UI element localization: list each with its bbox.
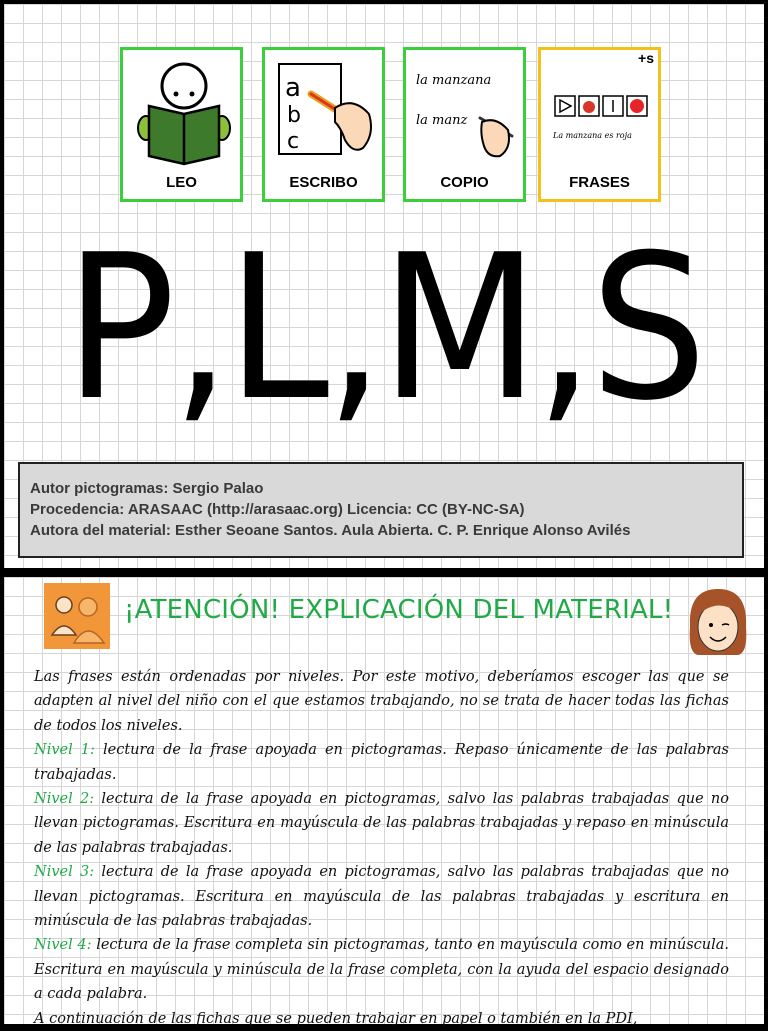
svg-text:a: a xyxy=(285,73,301,103)
level-text: lectura de la frase apoyada en pictogramas, salvo las palabras trabajadas que no llevan pictogramas. Escritura en mayúscula de las palabras trabajadas y escritura en minúscula de las palabras trabajadas. xyxy=(34,864,729,930)
explanation-title: ¡ATENCIÓN! EXPLICACIÓN DEL MATERIAL! xyxy=(124,595,674,625)
card-label: ESCRIBO xyxy=(289,174,358,191)
explanation-body xyxy=(34,665,729,1031)
level-1 xyxy=(34,738,729,787)
level-label: Nivel 1: xyxy=(34,742,95,759)
writing-hand-icon xyxy=(271,56,381,166)
card-copio[interactable] xyxy=(403,47,526,202)
level-text: lectura de la frase apoyada en pictogramas, salvo las palabras trabajadas que no llevan pictogramas. Escritura en mayúscula de las palabras trabajadas y repaso en minúscula de las palabras trabajadas. xyxy=(34,791,729,856)
level-text: lectura de la frase apoyada en pictogramas. Repaso únicamente de las palabras trabajadas. xyxy=(34,742,730,783)
outro-paragraph: A continuación de las fichas que se pueden trabajar en papel o también en la PDI, xyxy=(34,1010,638,1027)
copy-line-2: la manz xyxy=(416,113,468,128)
sentence-text: La manzana es roja xyxy=(553,131,632,140)
credits-box xyxy=(18,462,744,558)
copying-hand-icon xyxy=(412,56,522,166)
level-label: Nivel 4: xyxy=(34,937,92,954)
reading-person-icon xyxy=(129,56,239,166)
credit-material-author: Autora del material: Esther Seoane Santos. Aula Abierta. C. P. Enrique Alonso Avilés xyxy=(30,522,631,539)
level-label: Nivel 3: xyxy=(34,864,95,881)
level-3 xyxy=(34,860,729,933)
intro-paragraph: Las frases están ordenadas por niveles. Por este motivo, deberíamos escoger las que se adapten al nivel del niño con el que estamos trabajando, no se trata de hacer todas las fichas de todos los niveles. xyxy=(34,669,729,734)
svg-text:b: b xyxy=(287,103,301,128)
card-frases[interactable] xyxy=(538,47,661,202)
smiling-girl-icon xyxy=(684,583,752,659)
card-leo[interactable] xyxy=(120,47,243,202)
card-label: COPIO xyxy=(440,174,489,191)
teacher-child-icon xyxy=(44,583,110,649)
plural-badge: +s xyxy=(638,50,654,66)
copy-line-1: la manzana xyxy=(416,73,492,88)
sentence-pictograms-icon xyxy=(547,56,657,166)
explanation-page xyxy=(4,577,764,1027)
card-escribo[interactable] xyxy=(262,47,385,202)
level-text: lectura de la frase completa sin pictogramas, tanto en mayúscula como en minúscula. Escritura en mayúscula y minúscula de la frase completa, con la ayuda del espacio designado a cada palabra. xyxy=(34,937,729,1003)
letters-title: P,L,M,S xyxy=(64,212,704,445)
level-4 xyxy=(34,933,729,1006)
svg-text:c: c xyxy=(287,129,300,154)
credit-source: Procedencia: ARASAAC (http://arasaac.org) Licencia: CC (BY-NC-SA) xyxy=(30,501,525,518)
card-label: LEO xyxy=(166,174,197,191)
credit-author: Autor pictogramas: Sergio Palao xyxy=(30,480,264,497)
card-label: FRASES xyxy=(569,174,630,191)
level-label: Nivel 2: xyxy=(34,791,95,808)
level-2 xyxy=(34,787,729,860)
cover-page xyxy=(4,4,764,568)
